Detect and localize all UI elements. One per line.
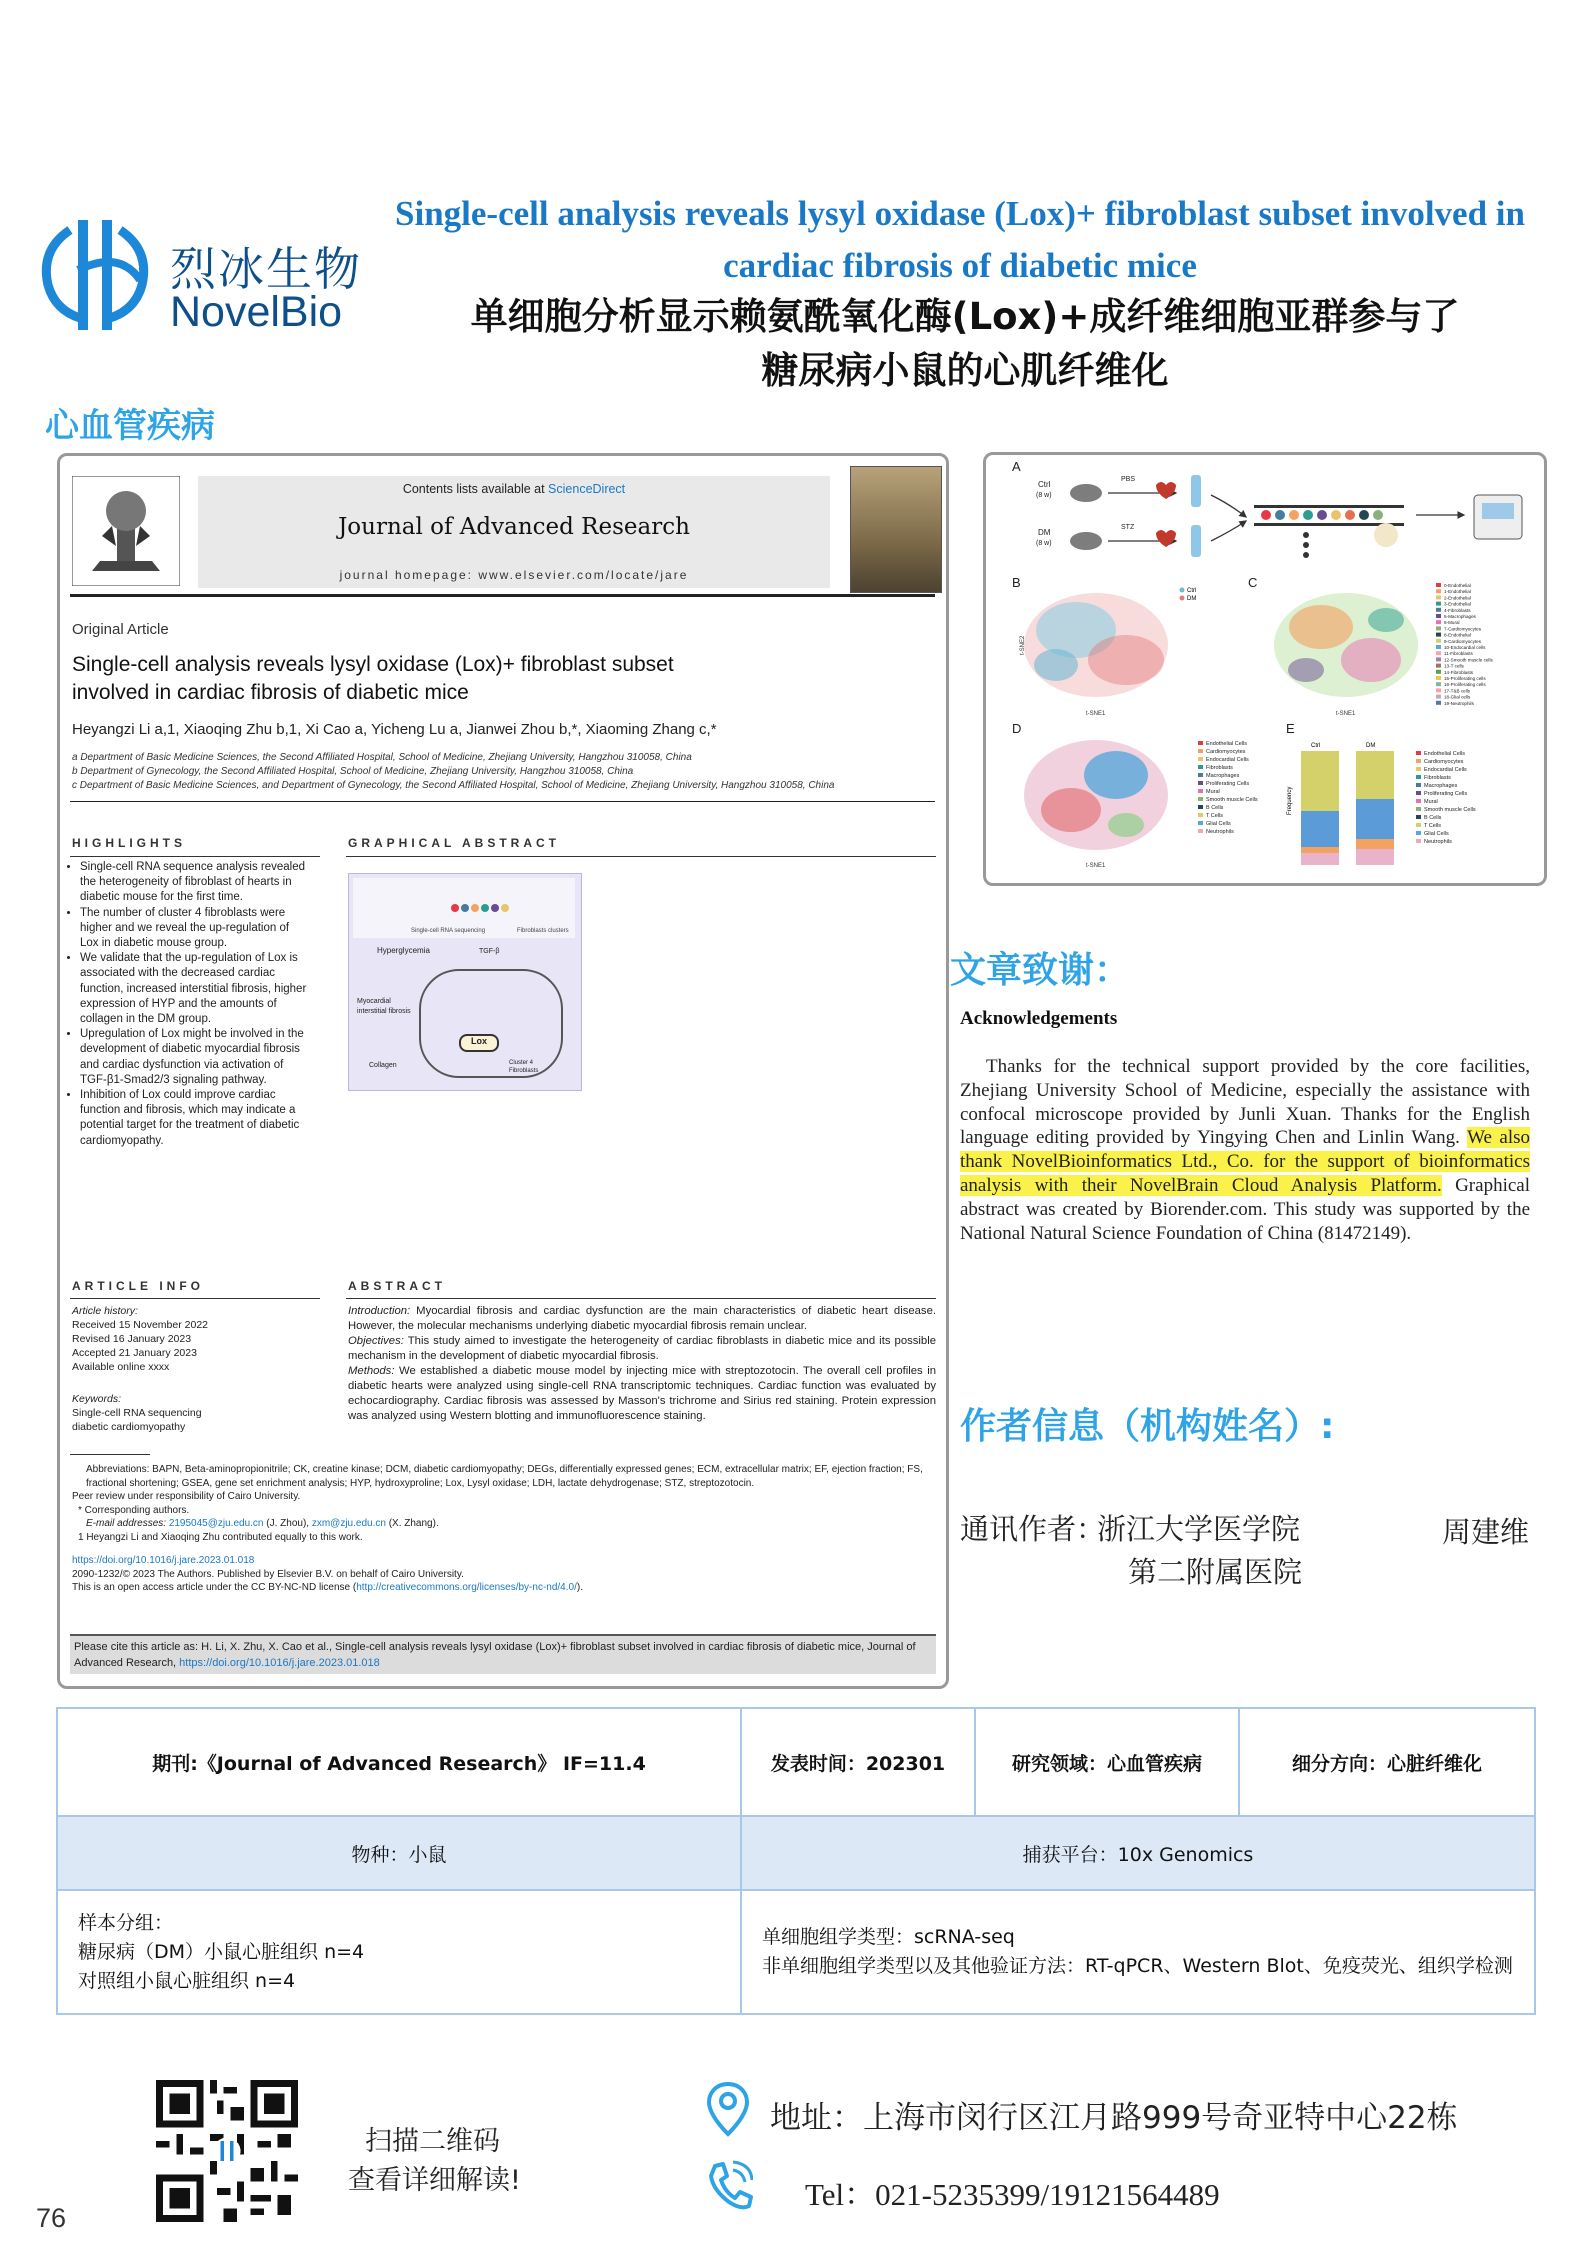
page-number: 76: [36, 2203, 67, 2233]
legend-entry: Proliferating Cells: [1206, 781, 1250, 787]
ack-section-title: 文章致谢：: [950, 950, 1131, 991]
stacked-bars: [1301, 751, 1394, 865]
highlight-item: • We validate that the up-regulation of Lox is associated with the decreased cardiac function, increased interstitial fibrosis, higher expression of HYP and the amounts of collagen in the DM group.: [80, 951, 310, 1027]
ga-hyperglycemia: Hyperglycemia: [377, 946, 430, 955]
legend-swatch: [1436, 614, 1441, 618]
legend-swatch: [1416, 799, 1421, 803]
legend-entry: 6-Mural: [1444, 620, 1460, 626]
freq-label: Frequency: [1287, 786, 1293, 815]
highlight-item: • Single-cell RNA sequence analysis revealed the heterogeneity of fibroblast of hearts in diabetic mouse for the first time.: [80, 860, 310, 906]
legend-entry: 0-Endothelial: [1444, 583, 1471, 588]
footnote-rule: [70, 1454, 150, 1455]
logo-cn-text: 烈冰生物: [170, 242, 362, 296]
logo-en-text: NovelBio: [170, 288, 343, 336]
location-icon: [705, 2080, 751, 2143]
legend-entry: 16-Proliferating cells: [1444, 682, 1486, 688]
legend-entry: Endothelial Cells: [1424, 751, 1465, 757]
legend-swatch: [1436, 701, 1441, 705]
abstract-text: Introduction: Myocardial fibrosis and cardiac dysfunction are the main characteristics of diabetic heart disease. However, the molecular mechanisms underlying diabetic myocardial fibrosis remain unclear. Objectives: This study aimed to investigate the heterogeneity of cardiac fibroblasts in diabetic mice and its possible mechanism in the development of diabetic myocardial fibrosis. Methods: We established a diabetic mouse model by injecting mice with streptozotocin. The overall cell profiles in diabetic hearts were analyzed using single-cell RNA transcriptomic techniques. Cardiac function was evaluated by echocardiography. Cardiac fibrosis was assessed by Masson's trichrome and Sirius red staining. Protein expression was analyzed using Western blotting and immunofluorescence staining.: [348, 1305, 936, 1422]
mouse-icon: [1070, 532, 1102, 550]
legend-entry: 19-Neutrophils: [1444, 700, 1474, 706]
abstract-heading: ABSTRACT: [348, 1279, 446, 1293]
panel-label-e: E: [1286, 721, 1295, 736]
legend-entry: 11-Fibroblasts: [1444, 651, 1473, 657]
legend-entry: Fibroblasts: [1206, 765, 1233, 771]
legend-entry: 7-Cardiomyocytes: [1444, 626, 1482, 632]
legend-entry: 1-Endothelial: [1444, 589, 1471, 595]
tube-icon: [1191, 475, 1201, 507]
legend-entry: 9-Cardiomyocytes: [1444, 638, 1482, 644]
legend-c: [1436, 583, 1493, 706]
license-link[interactable]: http://creativecommons.org/licenses/by-nc-nd/4.0/: [356, 1582, 577, 1593]
paper-first-page: [57, 453, 949, 1689]
highlight-item: • Inhibition of Lox could improve cardiac function and fibrosis, which may indicate a potential target for the treatment of diabetic cardiomyopathy.: [80, 1088, 310, 1149]
title-en-line1: Single-cell analysis reveals lysyl oxidase (Lox)+ fibroblast subset involved in: [395, 194, 1525, 233]
species-cell: 物种：小鼠: [57, 1816, 741, 1890]
legend-entry: 13-T cells: [1444, 663, 1464, 669]
journal-name: Journal of Advanced Research: [338, 514, 690, 540]
legend-swatch: [1436, 664, 1441, 668]
panel-label-c: C: [1248, 575, 1258, 590]
legend-swatch: [1416, 775, 1421, 779]
legend-entry: Cardiomyocytes: [1206, 749, 1246, 755]
legend-swatch: [1436, 688, 1441, 692]
tsne1-label-d: t-SNE1: [1086, 863, 1106, 869]
dm-label: DM: [1038, 528, 1051, 537]
address-text: 地址：上海市闵行区江月路999号奇亚特中心22栋: [770, 2100, 1458, 2136]
ctrl-sub: (8 w): [1036, 492, 1052, 499]
legend-entry: Neutrophils: [1424, 839, 1452, 845]
heart-icon: [1156, 482, 1176, 499]
legend-swatch: [1436, 626, 1441, 630]
legend-swatch: [1436, 633, 1441, 637]
novelbio-logo: [30, 210, 160, 340]
legend-entry: Macrophages: [1424, 783, 1458, 789]
legend-swatch: [1198, 821, 1203, 825]
legend-entry: T Cells: [1424, 823, 1442, 829]
study-info-table: [56, 1707, 1536, 2015]
tsne-plot-b: [1024, 593, 1168, 697]
graphical-abstract-heading: GRAPHICAL ABSTRACT: [348, 836, 560, 850]
legend-entry: 4-Fibroblasts: [1444, 607, 1471, 613]
legend-entry: Endocardial Cells: [1206, 757, 1249, 763]
legend-swatch: [1436, 620, 1441, 624]
ga-lox-box: Lox: [459, 1034, 499, 1052]
novelbio-logo-icon: [30, 210, 160, 340]
e-dm-label: DM: [1366, 743, 1376, 749]
legend-entry: Glial Cells: [1206, 821, 1231, 827]
elsevier-logo: [72, 476, 180, 586]
ga-cluster2: Fibroblasts: [509, 1068, 539, 1074]
cite-doi-link[interactable]: https://doi.org/10.1016/j.jare.2023.01.018: [179, 1657, 380, 1669]
legend-entry: Endocardial Cells: [1424, 767, 1467, 773]
tsne-plot-c: [1274, 593, 1418, 697]
ack-body: Thanks for the technical support provided by the core facilities, Zhejiang University School of Medicine, especially the assistance with confocal microscope provided by Junli Xuan. Thanks for the English language editing provided by Yingying Chen and Linlin Wang. We also thank NovelBioinformatics Ltd., Co. for the support of bioinformatics analysis with their NovelBrain Cloud Analysis Platform. Graphical abstract was created by Biorender.com. This study was supported by the National Natural Science Foundation of China (81472149).: [960, 1056, 1531, 1244]
author-name: 周建维: [1442, 1515, 1530, 1549]
category-label: 心血管疾病: [45, 406, 215, 446]
scan-line2: 查看详细解读!: [348, 2165, 521, 2196]
ga-cluster1: Cluster 4: [509, 1060, 534, 1066]
tsne2-label-b: t-SNE2: [1020, 635, 1026, 655]
legend-entry: 12-Smooth muscle cells: [1444, 657, 1493, 663]
legend-swatch: [1436, 645, 1441, 649]
footnotes: Abbreviations: BAPN, Beta-aminopropionitrile; CK, creatine kinase; DCM, diabetic cardiomyopathy; DEGs, differentially expressed genes; ECM, extracellular matrix; EF, ejection fraction; FS, fractional shortening; GSEA, gene set enrichment analysis; HYP, hydroxyproline; Lox, Lysyl oxidase; LDH, lactate dehydrogenase; STZ, streptozotocin. Peer review under responsibility of Cairo University. * Corresponding authors. E-mail addresses: 2195045@zju.edu.cn (J. Zhou), zxm@zju.edu.cn (X. Zhang). 1 Heyangzi Li and Xiaoqing Zhu contributed equally to this work. https://doi.org/10.1016/j.jare.2023.01.018 2090-1232/© 2023 The Authors. Published by Elsevier B.V. on behalf of Cairo University. This is an open access article under the CC BY-NC-ND license (http://creativecommons.org/licenses/by-nc-nd/4.0/).: [72, 1463, 936, 1595]
phone-text: Tel：021-5235399/19121564489: [805, 2177, 1220, 2212]
panel-label-b: B: [1012, 575, 1021, 590]
highlights-list: [66, 860, 310, 1149]
article-info-heading: ARTICLE INFO: [72, 1279, 204, 1293]
scan-line1: 扫描二维码: [365, 2126, 500, 2157]
arrow-icon: [1211, 521, 1246, 541]
affil-rule: [70, 801, 935, 802]
field-cell: 研究领域：心血管疾病: [975, 1708, 1239, 1816]
ga-cycle: [419, 969, 563, 1078]
tsne1-label-b: t-SNE1: [1086, 711, 1106, 717]
paper-affiliations: a Department of Basic Medicine Sciences, the Second Affiliated Hospital, School of Medicine, Zhejiang University, Hangzhou 310058, China b Department of Gynecology, the Second Affiliated Hospital, School of Medicine, Zhejiang University, Hangzhou 310058, China c Department of Basic Medicine Sciences, and Department of Gynecology, the Second Affiliated Hospital, School of Medicine, Zhejiang University, Hangzhou 310058, China: [72, 752, 835, 791]
legend-swatch: [1416, 759, 1421, 763]
arrow-icon: [1211, 495, 1246, 517]
legend-entry: Fibroblasts: [1424, 775, 1451, 781]
sciencedirect-link[interactable]: ScienceDirect: [548, 482, 626, 496]
publish-time-cell: 发表时间：202301: [741, 1708, 975, 1816]
highlight-item: • Upregulation of Lox might be involved in the development of diabetic myocardial fibrosis and cardiac dysfunction via activation of TGF-β1-Smad2/3 signaling pathway.: [80, 1027, 310, 1088]
cite-box: Please cite this article as: H. Li, X. Zhu, X. Cao et al., Single-cell analysis reveals lysyl oxidase (Lox)+ fibroblast subset involved in cardiac fibrosis of diabetic mice, Journal of Advanced Research, https://doi.org/10.1016/j.jare.2023.01.018: [70, 1634, 936, 1674]
stz-label: STZ: [1121, 524, 1135, 531]
legend-swatch: [1198, 829, 1203, 833]
legend-swatch: [1198, 813, 1203, 817]
legend-swatch: [1198, 757, 1203, 761]
abstract-rule: [346, 1298, 936, 1299]
contents-line: Contents lists available at ScienceDirect: [402, 482, 626, 496]
legend-swatch: [1416, 823, 1421, 827]
legend-swatch: [1436, 657, 1441, 661]
author-institution-line1: 浙江大学医学院: [1097, 1512, 1301, 1546]
legend-swatch: [1198, 797, 1203, 801]
legend-entry: B Cells: [1424, 815, 1442, 821]
legend-entry: Smooth muscle Cells: [1206, 797, 1258, 803]
highlights-heading: HIGHLIGHTS: [72, 836, 186, 850]
journal-homepage[interactable]: journal homepage: www.elsevier.com/locate/jare: [339, 568, 689, 582]
legend-swatch: [1198, 781, 1203, 785]
qr-code-icon: [156, 2080, 298, 2222]
tsne1-label-c: t-SNE1: [1336, 711, 1356, 717]
paper-title: Single-cell analysis reveals lysyl oxidase (Lox)+ fibroblast subset involved in cardiac fibrosis of diabetic mice: [72, 653, 674, 704]
direction-cell: 细分方向：心脏纤维化: [1239, 1708, 1535, 1816]
legend-swatch: [1416, 807, 1421, 811]
ga-myo1: Myocardial: [357, 998, 391, 1005]
legend-swatch: [1416, 751, 1421, 755]
legend-entry: 17-T&B cells: [1444, 688, 1471, 694]
legend-e: [1416, 751, 1476, 845]
legend-entry: Endothelial Cells: [1206, 741, 1247, 747]
legend-swatch: [1436, 602, 1441, 606]
legend-swatch: [1436, 695, 1441, 699]
email-link[interactable]: zxm@zju.edu.cn: [311, 1518, 386, 1529]
legend-entry: Cardiomyocytes: [1424, 759, 1464, 765]
pbs-label: PBS: [1121, 476, 1136, 483]
ctrl-label: Ctrl: [1038, 480, 1051, 489]
ack-highlight: We also thank NovelBioinformatics Ltd., Co. for the support of bioinformatics analysis with their NovelBrain Cloud Analysis Platform.: [960, 1127, 1531, 1196]
ack-heading: Acknowledgements: [960, 1008, 1118, 1029]
legend-entry: 14-Fibroblasts: [1444, 669, 1474, 675]
qr-code[interactable]: [156, 2080, 298, 2222]
legend-swatch: [1198, 789, 1203, 793]
doi-link[interactable]: https://doi.org/10.1016/j.jare.2023.01.018: [72, 1555, 255, 1566]
legend-swatch: [1436, 651, 1441, 655]
title-en: [350, 188, 1570, 292]
paper-authors: Heyangzi Li a,1, Xiaoqing Zhu b,1, Xi Cao a, Yicheng Lu a, Jianwei Zhou b,*, Xiaoming Zhang c,*: [72, 721, 717, 738]
author-institution-line2: 第二附属医院: [1128, 1555, 1303, 1589]
legend-swatch: [1198, 749, 1203, 753]
methods-cell: 单细胞组学类型：scRNA-seq 非单细胞组学类型以及其他验证方法：RT-qPCR、Western Blot、免疫荧光、组织学检测: [741, 1890, 1535, 2014]
legend-swatch: [1436, 682, 1441, 686]
heart-icon: [1156, 530, 1176, 547]
legend-entry: 15-Proliferating cells: [1444, 676, 1486, 681]
dm-sub: (8 w): [1036, 540, 1052, 547]
legend-swatch: [1436, 639, 1441, 643]
graphical-abstract: [348, 873, 582, 1091]
article-info-rule: [70, 1298, 320, 1299]
legend-entry: 2-Endothelial: [1444, 595, 1471, 601]
ga-collagen: Collagen: [369, 1062, 397, 1069]
legend-entry: 5-Macrophages: [1444, 614, 1476, 619]
legend-swatch: [1416, 839, 1421, 843]
legend-b-ctrl: Ctrl: [1187, 588, 1197, 594]
legend-swatch: [1416, 767, 1421, 771]
legend-entry: Proliferating Cells: [1424, 791, 1468, 797]
platform-cell: 捕获平台：10x Genomics: [741, 1816, 1535, 1890]
tube-icon: [1191, 525, 1201, 557]
e-ctrl-label: Ctrl: [1311, 743, 1321, 749]
legend-entry: Glial Cells: [1424, 831, 1449, 837]
legend-entry: T Cells: [1206, 813, 1224, 819]
legend-swatch: [1436, 589, 1441, 593]
article-history: Article history: Received 15 November 2022 Revised 16 January 2023 Accepted 21 January 2023 Available online xxxx: [72, 1305, 208, 1373]
legend-swatch: [1416, 791, 1421, 795]
legend-swatch: [1436, 583, 1441, 587]
journal-cell: 期刊:《Journal of Advanced Research》 IF=11.4: [57, 1708, 741, 1816]
legend-swatch: [1198, 805, 1203, 809]
author-section-title: 作者信息（机构姓名）:: [960, 1406, 1335, 1447]
title-zh-line2: 糖尿病小鼠的心肌纤维化: [761, 349, 1169, 392]
legend-swatch: [1416, 815, 1421, 819]
email-link[interactable]: 2195045@zju.edu.cn: [168, 1518, 264, 1529]
droplet-pipeline: [1254, 505, 1404, 558]
legend-d: [1198, 741, 1258, 835]
legend-b-dm: DM: [1187, 596, 1197, 602]
legend-entry: B Cells: [1206, 805, 1224, 811]
figure-graphic: [986, 455, 1544, 883]
legend-entry: Neutrophils: [1206, 829, 1234, 835]
article-type: Original Article: [72, 621, 169, 638]
graphical-abstract-rule: [346, 856, 936, 857]
legend-swatch: [1198, 765, 1203, 769]
author-label: 通讯作者：: [960, 1512, 1106, 1546]
highlight-item: • The number of cluster 4 fibroblasts were higher and we reveal the up-regulation of Lox in diabetic mouse group.: [80, 906, 310, 952]
legend-swatch: [1436, 608, 1441, 612]
legend-entry: Macrophages: [1206, 773, 1240, 779]
mouse-icon: [1070, 484, 1102, 502]
ga-fib-label: Fibroblasts clusters: [517, 928, 569, 934]
legend-entry: 8-Endothelial: [1444, 632, 1471, 638]
title-zh-line1: 单细胞分析显示赖氨酰氧化酶(Lox)+成纤维细胞亚群参与了: [470, 295, 1460, 338]
legend-entry: 10-Endocardial cells: [1444, 645, 1486, 650]
legend-entry: Smooth muscle Cells: [1424, 807, 1476, 813]
legend-entry: Mural: [1206, 789, 1220, 795]
title-zh: [390, 290, 1540, 398]
ga-myo2: interstitial fibrosis: [357, 1008, 411, 1015]
title-en-line2: cardiac fibrosis of diabetic mice: [723, 246, 1197, 285]
ga-tgf: TGF-β: [479, 948, 500, 955]
panel-label-a: A: [1012, 459, 1021, 474]
tsne-plot-d: [1024, 740, 1168, 850]
header-rule: [70, 594, 935, 597]
panel-label-d: D: [1012, 721, 1022, 736]
elsevier-tree-icon: [72, 476, 180, 586]
legend-swatch: [1416, 831, 1421, 835]
legend-swatch: [1198, 773, 1203, 777]
legend-entry: Mural: [1424, 799, 1438, 805]
ga-seq-cells-icon: [449, 902, 529, 914]
legend-entry: 3-Endothelial: [1444, 601, 1471, 607]
legend-swatch: [1436, 676, 1441, 680]
legend-entry: 18-Glial cells: [1444, 694, 1471, 700]
phone-icon: [705, 2160, 753, 2217]
journal-banner: [198, 476, 830, 588]
legend-swatch: [1436, 670, 1441, 674]
journal-cover: [850, 466, 942, 593]
ga-seq-label: Single-cell RNA sequencing: [411, 928, 486, 934]
legend-swatch: [1198, 741, 1203, 745]
keywords: Keywords: Single-cell RNA sequencing diabetic cardiomyopathy: [72, 1393, 202, 1433]
figure-panel: [983, 452, 1547, 886]
groups-cell: 样本分组： 糖尿病（DM）小鼠心脏组织 n=4 对照组小鼠心脏组织 n=4: [57, 1890, 741, 2014]
highlights-rule: [70, 856, 320, 857]
legend-swatch: [1436, 595, 1441, 599]
legend-swatch: [1416, 783, 1421, 787]
